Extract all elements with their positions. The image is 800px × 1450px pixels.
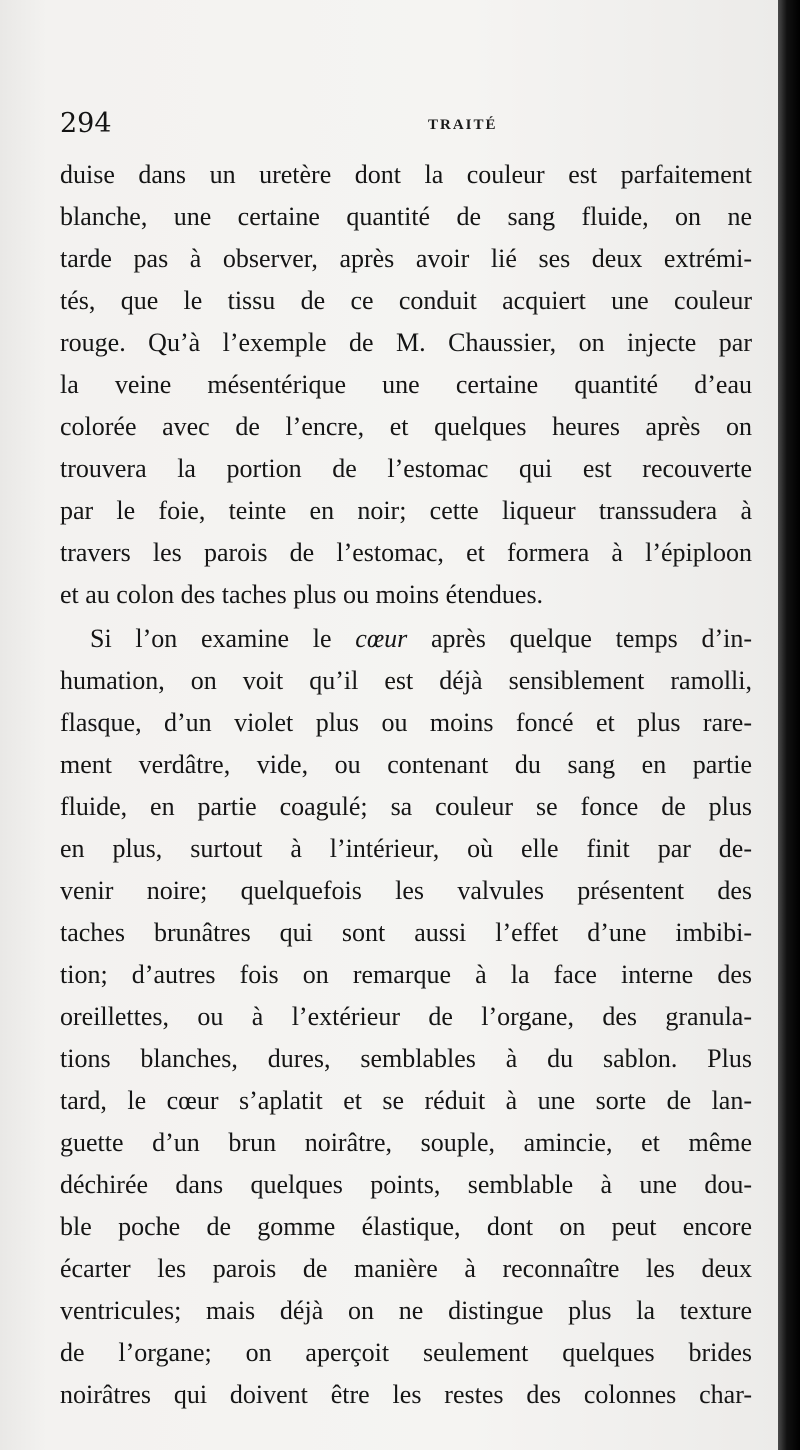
text-line: rouge. Qu’à l’exemple de M. Chaussier, on injecte par <box>60 328 752 357</box>
line-text: après quelque temps d’in- <box>407 624 752 653</box>
paragraph-1 <box>60 154 752 616</box>
text-line: tard, le cœur s’aplatit et se réduit à une sorte de lan- <box>60 1086 752 1115</box>
text-line: en plus, surtout à l’intérieur, où elle finit par de- <box>60 834 752 863</box>
text-line: tés, que le tissu de ce conduit acquiert une couleur <box>60 286 752 315</box>
text-line: venir noire; quelquefois les valvules présentent des <box>60 876 752 905</box>
text-line <box>60 618 752 660</box>
text-line: la veine mésentérique une certaine quantité d’eau <box>60 370 752 399</box>
italic-term: cœur <box>355 624 408 653</box>
line-text: Si l’on examine le <box>90 624 356 653</box>
text-line: flasque, d’un violet plus ou moins foncé et plus rare- <box>60 708 752 737</box>
text-line: fluide, en partie coagulé; sa couleur se fonce de plus <box>60 792 752 821</box>
text-line: tions blanches, dures, semblables à du sablon. Plus <box>60 1044 752 1073</box>
text-line: travers les parois de l’estomac, et formera à l’épiploon <box>60 538 752 567</box>
text-line: taches brunâtres qui sont aussi l’effet d’une imbibi- <box>60 918 752 947</box>
text-line: par le foie, teinte en noir; cette liqueur transsudera à <box>60 496 752 525</box>
text-line: déchirée dans quelques points, semblable à une dou- <box>60 1170 752 1199</box>
page-number: 294 <box>60 108 112 139</box>
text-line: écarter les parois de manière à reconnaître les deux <box>60 1254 752 1283</box>
text-line: noirâtres qui doivent être les restes des colonnes char- <box>60 1380 752 1409</box>
text-line: humation, on voit qu’il est déjà sensiblement ramolli, <box>60 666 752 695</box>
page-edge-shadow <box>778 0 800 1450</box>
body-text <box>60 154 752 1416</box>
text-line: guette d’un brun noirâtre, souple, amincie, et même <box>60 1128 752 1157</box>
text-line: colorée avec de l’encre, et quelques heures après on <box>60 412 752 441</box>
text-line: ventricules; mais déjà on ne distingue plus la texture <box>60 1296 752 1325</box>
paragraph-2 <box>60 618 752 1416</box>
text-line: et au colon des taches plus ou moins étendues. <box>60 580 544 609</box>
text-line: tion; d’autres fois on remarque à la face interne des <box>60 960 752 989</box>
text-line: ble poche de gomme élastique, dont on peut encore <box>60 1212 752 1241</box>
text-line: blanche, une certaine quantité de sang fluide, on ne <box>60 202 752 231</box>
text-line: ment verdâtre, vide, ou contenant du sang en partie <box>60 750 752 779</box>
page-header <box>60 108 750 148</box>
text-line: duise dans un uretère dont la couleur est parfaitement <box>60 160 752 189</box>
text-line: de l’organe; on aperçoit seulement quelques brides <box>60 1338 752 1367</box>
running-head: TRAITÉ <box>428 117 498 133</box>
text-line: trouvera la portion de l’estomac qui est recouverte <box>60 454 752 483</box>
text-line: oreillettes, ou à l’extérieur de l’organe, des granula- <box>60 1002 752 1031</box>
text-line: tarde pas à observer, après avoir lié ses deux extrémi- <box>60 244 752 273</box>
